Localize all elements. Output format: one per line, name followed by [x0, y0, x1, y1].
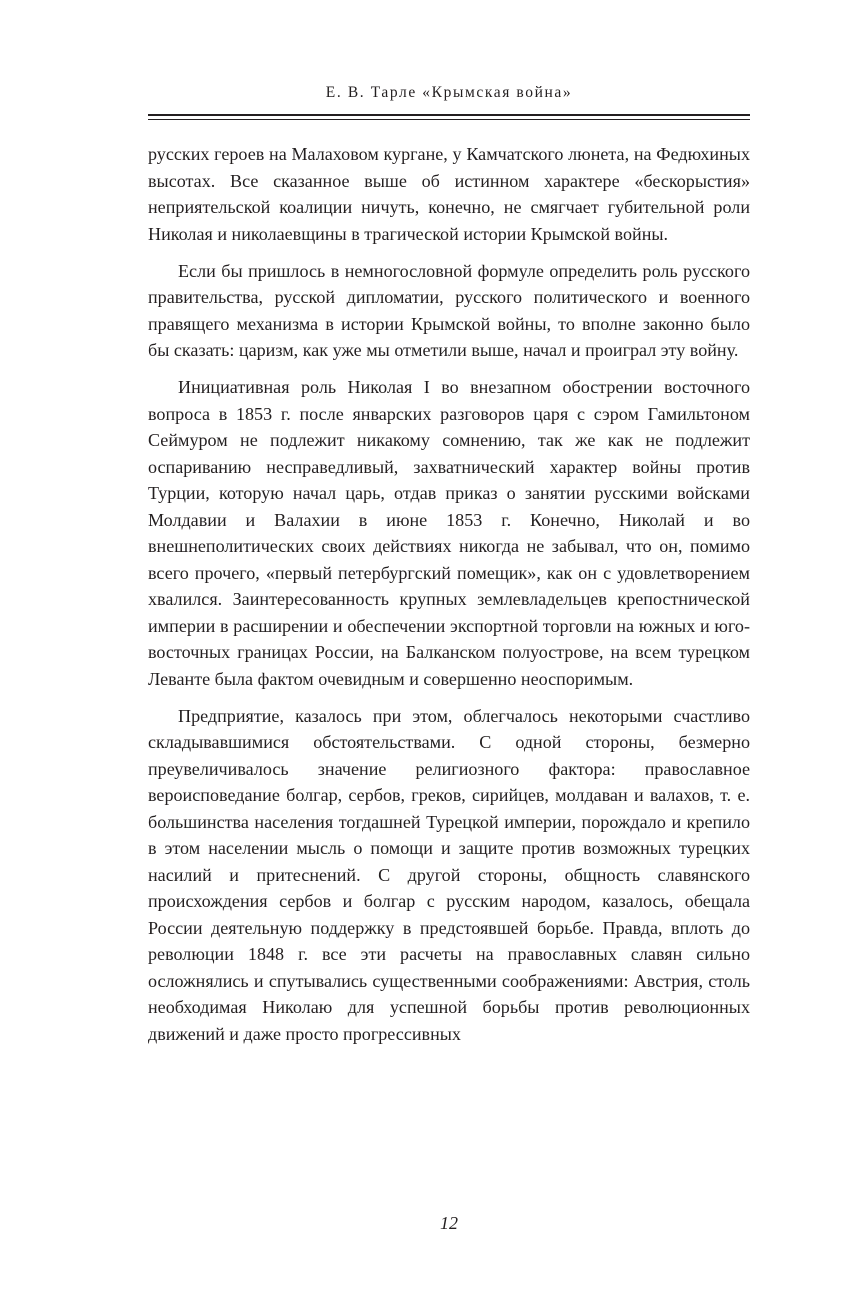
header-rule-thick — [148, 114, 750, 116]
paragraph-1: русских героев на Малаховом кургане, у Камчатского люнета, на Федюхиных высотах. Все сказанное выше об истинном характере «бескорыстия» неприятельской коалиции ничуть, конечно, не смягчает губительной роли Николая и николаевщины в трагической истории Крымской войны. — [148, 144, 750, 244]
running-head: Е. В. Тарле «Крымская война» — [325, 84, 573, 101]
paragraph-3: Инициативная роль Николая I во внезапном обострении восточного вопроса в 1853 г. после январских разговоров царя с сэром Гамильтоном Сеймуром не подлежит никакому сомнению, так же как не подлежит оспариванию несправедливый, захватнический характер войны против Турции, которую начал царь, отдав приказ о занятии русскими войсками Молдавии и Валахии в июне 1853 г. Конечно, Николай и во внешнеполитических своих действиях никогда не забывал, что он, помимо всего прочего, «первый петербургский помещик», как он с удовлетворением хвалился. Заинтересованность крупных землевладельцев крепостнической империи в расширении и обеспечении экспортной торговли на южных и юго-восточных границах России, на Балканском полуострове, на всем турецком Леванте была фактом очевидным и совершенно неоспоримым. — [148, 377, 750, 689]
body-text — [148, 141, 750, 1058]
header-rule-thin — [148, 119, 750, 120]
paragraph-2: Если бы пришлось в немногословной формуле определить роль русского правительства, русской дипломатии, русского политического и военного правящего механизма в истории Крымской войны, то вполне законно было бы сказать: царизм, как уже мы отметили выше, начал и проиграл эту войну. — [148, 260, 750, 360]
page-number: 12 — [440, 1213, 458, 1233]
paragraph-4: Предприятие, казалось при этом, облегчалось некоторыми счастливо складывавшимися обстоятельствами. С одной стороны, безмерно преувеличивалось значение религиозного фактора: православное вероисповедание болгар, сербов, греков, сирийцев, молдаван и валахов, т. е. большинства населения тогдашней Турецкой империи, порождало и крепило в этом населении мысль о помощи и защите против возможных турецких насилий и притеснений. С другой стороны, общность славянского происхождения сербов и болгар с русским народом, казалось, обещала России деятельную поддержку в предстоявшей борьбе. Правда, вплоть до революции 1848 г. все эти расчеты на православных славян сильно осложнялись и спутывались существенными соображениями: Австрия, столь необходимая Николаю для успешной борьбы против революционных движений и даже просто прогрессивных — [148, 705, 750, 1044]
